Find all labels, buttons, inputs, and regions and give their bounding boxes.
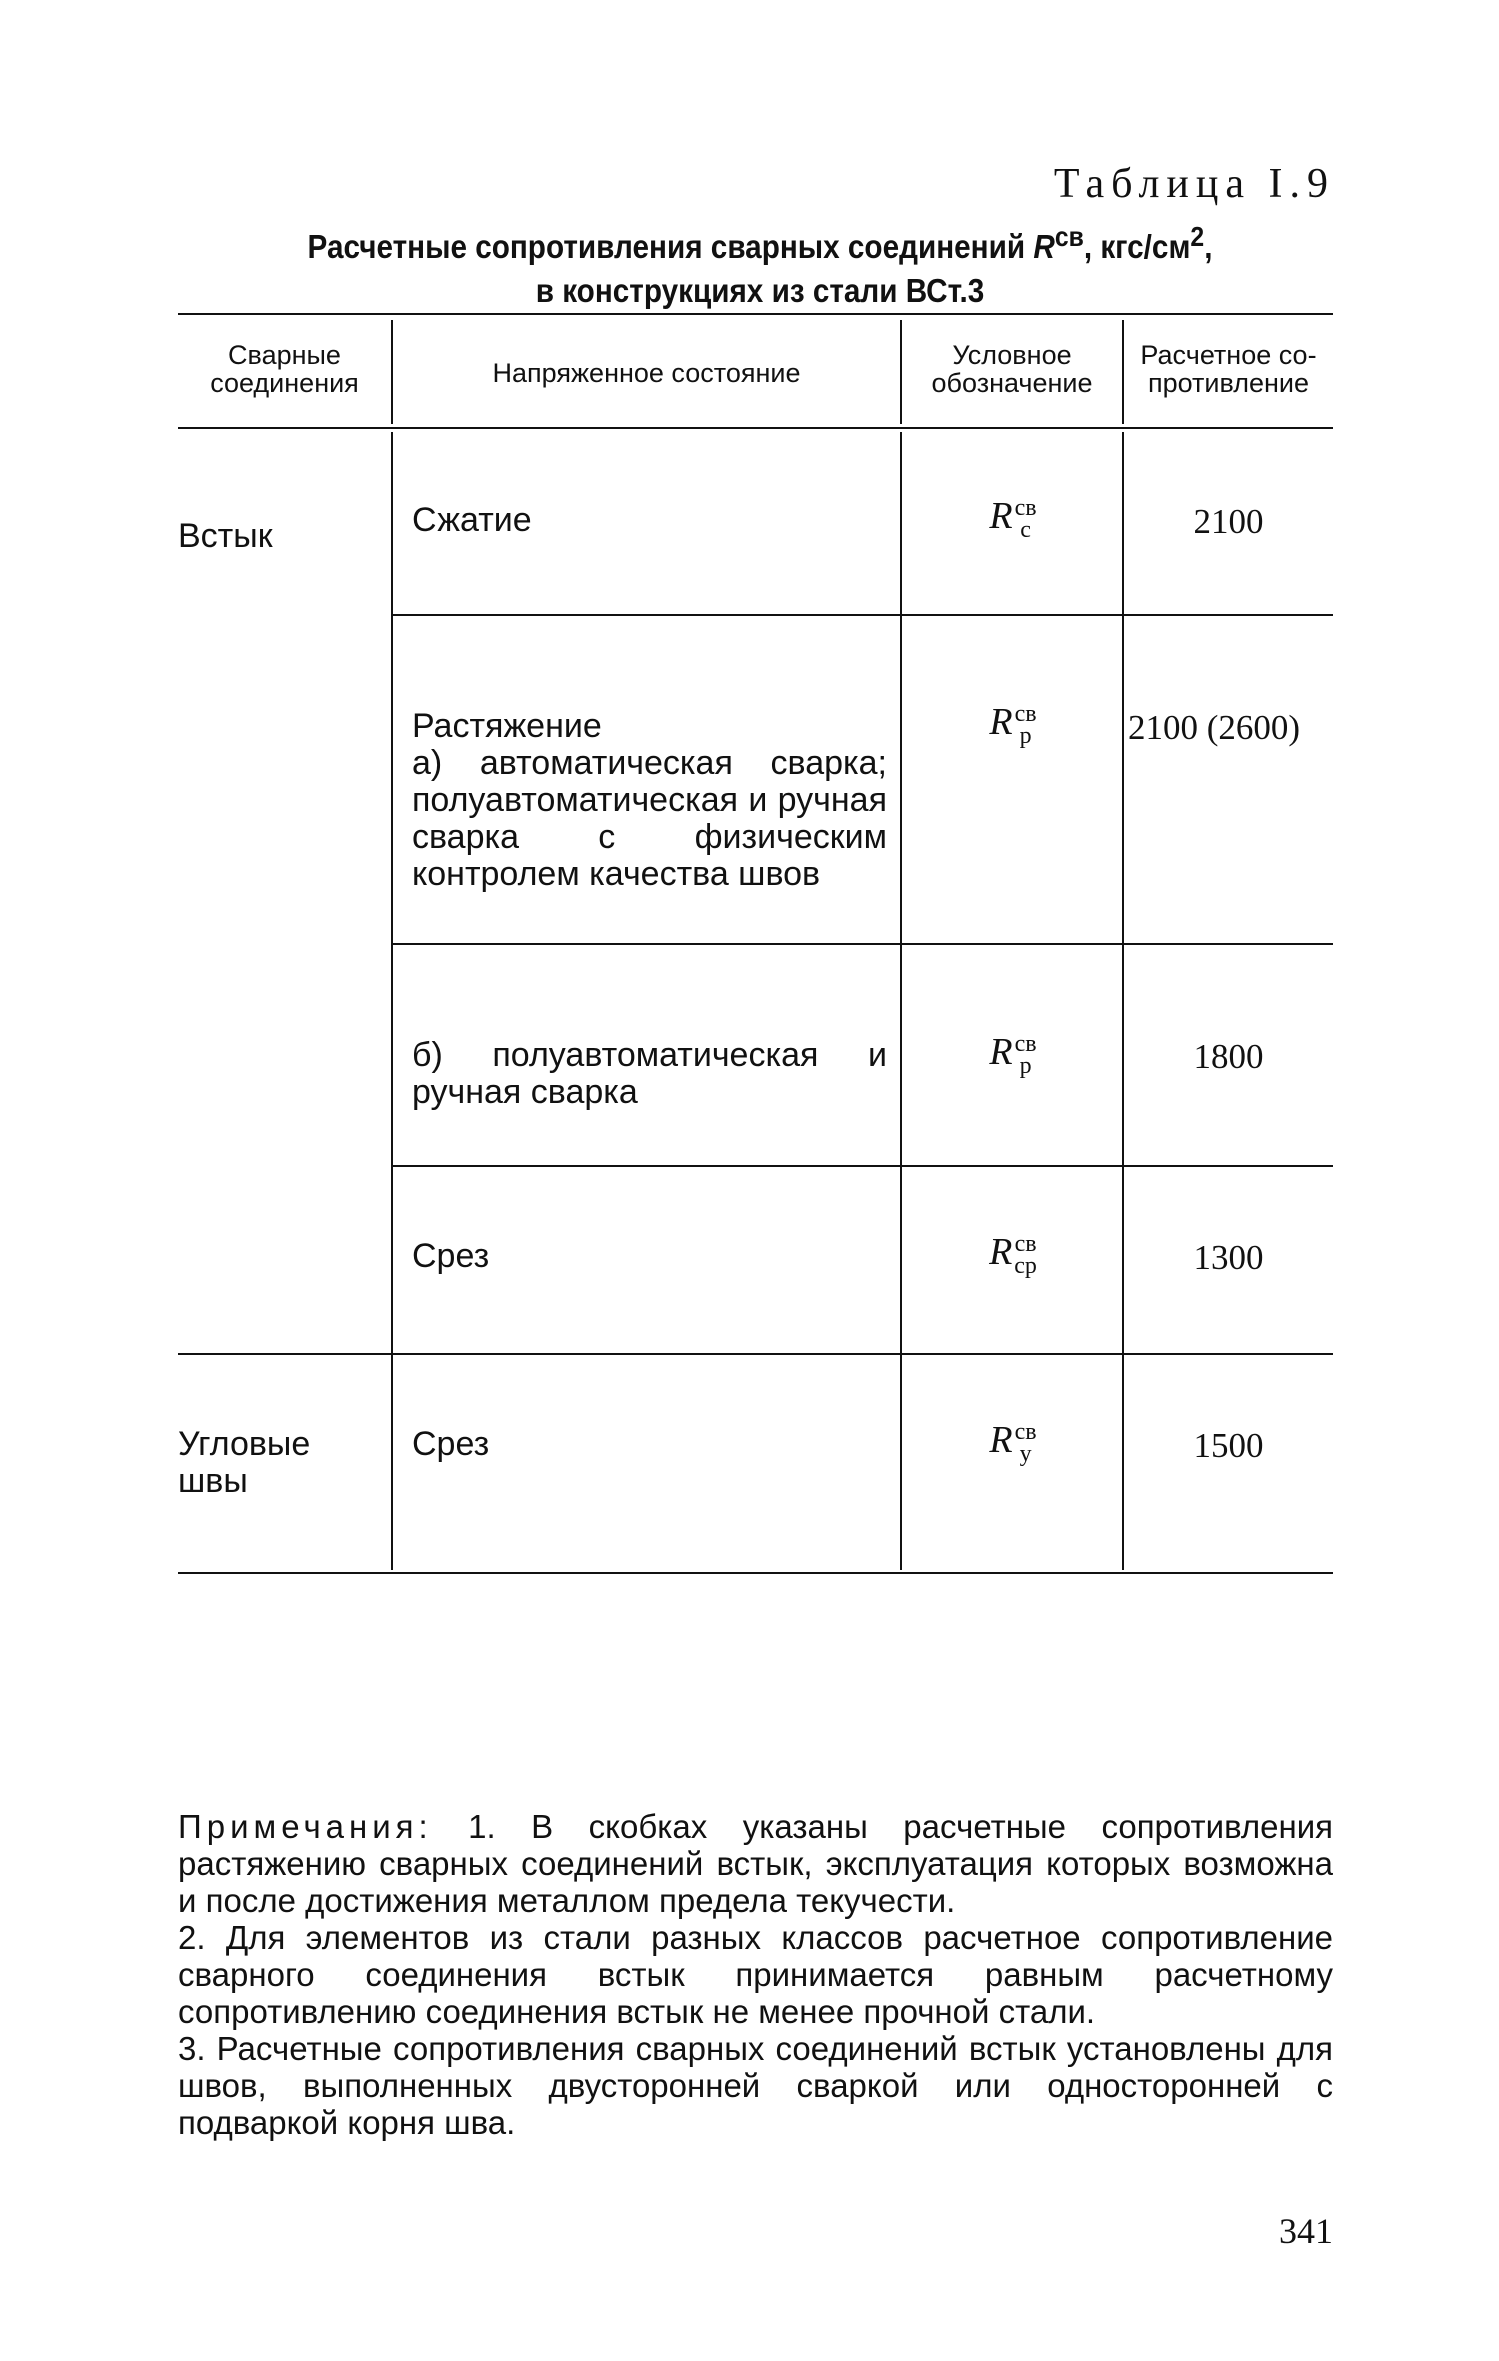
header-joints: Сварные соединения (210, 340, 359, 398)
column-divider (1122, 432, 1124, 1570)
header-symbol: Условное обозначение (931, 340, 1093, 398)
row-value: 2100 (2600) (1128, 708, 1301, 747)
notes (178, 1808, 1333, 2141)
header-resistance: Расчетное со- противление (1140, 340, 1317, 398)
row-state: Срез (412, 1237, 490, 1275)
header-state: Напряженное состояние (492, 358, 801, 388)
group-butt: Встык (178, 517, 273, 555)
row-value: 1500 (1193, 1426, 1264, 1465)
title-symbol: $R^{св}$ (1033, 221, 1084, 265)
group-fillet: Угловые швы (178, 1425, 311, 1500)
row-rule (392, 1165, 1333, 1167)
page-number: 341 (1279, 2211, 1333, 2251)
row-state: б) полуавтоматическая и ручная сварка (412, 1036, 887, 1111)
row-state: Сжатие (412, 501, 532, 539)
table-title: Расчетные сопротивления сварных соединений $R^{св}$, кгс/$см^2$, в конструкциях из стали ВСт.3 (307, 221, 1213, 309)
row-value: 2100 (1193, 502, 1264, 541)
row-symbol: R св с (989, 495, 1037, 544)
group-rule (178, 1353, 1333, 1355)
row-rule (392, 614, 1333, 616)
row-state: Растяжение а) автоматическая сварка; полуавтоматическая и ручная сварка с физическим контролем качества швов (412, 707, 887, 893)
note-1: Примечания: 1. В скобках указаны расчетные сопротивления растяжению сварных соединений встык, эксплуатация которых возможна и после достижения металлом предела текучести. (178, 1808, 1333, 1919)
table-top-rule (178, 313, 1333, 315)
note-2: 2. Для элементов из стали разных классов расчетное сопротивление сварного соединения встык принимается равным расчетному сопротивлению соединения встык не менее прочной стали. (178, 1919, 1333, 2030)
row-symbol: R св р (989, 701, 1037, 750)
column-divider (391, 432, 393, 1570)
row-value: 1800 (1193, 1037, 1264, 1076)
note-3: 3. Расчетные сопротивления сварных соединений встык установлены для швов, выполненных двусторонней сваркой или односторонней с подваркой корня шва. (178, 2030, 1333, 2141)
row-state: Срез (412, 1425, 490, 1463)
row-symbol: R св у (989, 1419, 1037, 1468)
row-rule (392, 943, 1333, 945)
column-divider (900, 432, 902, 1570)
table-number: Таблица I.9 (1053, 161, 1335, 207)
table-bottom-rule (178, 1572, 1333, 1574)
row-value: 1300 (1193, 1238, 1264, 1277)
row-symbol: R св ср (989, 1231, 1037, 1280)
row-symbol: R св р (989, 1031, 1037, 1080)
header-bottom-rule (178, 427, 1333, 429)
